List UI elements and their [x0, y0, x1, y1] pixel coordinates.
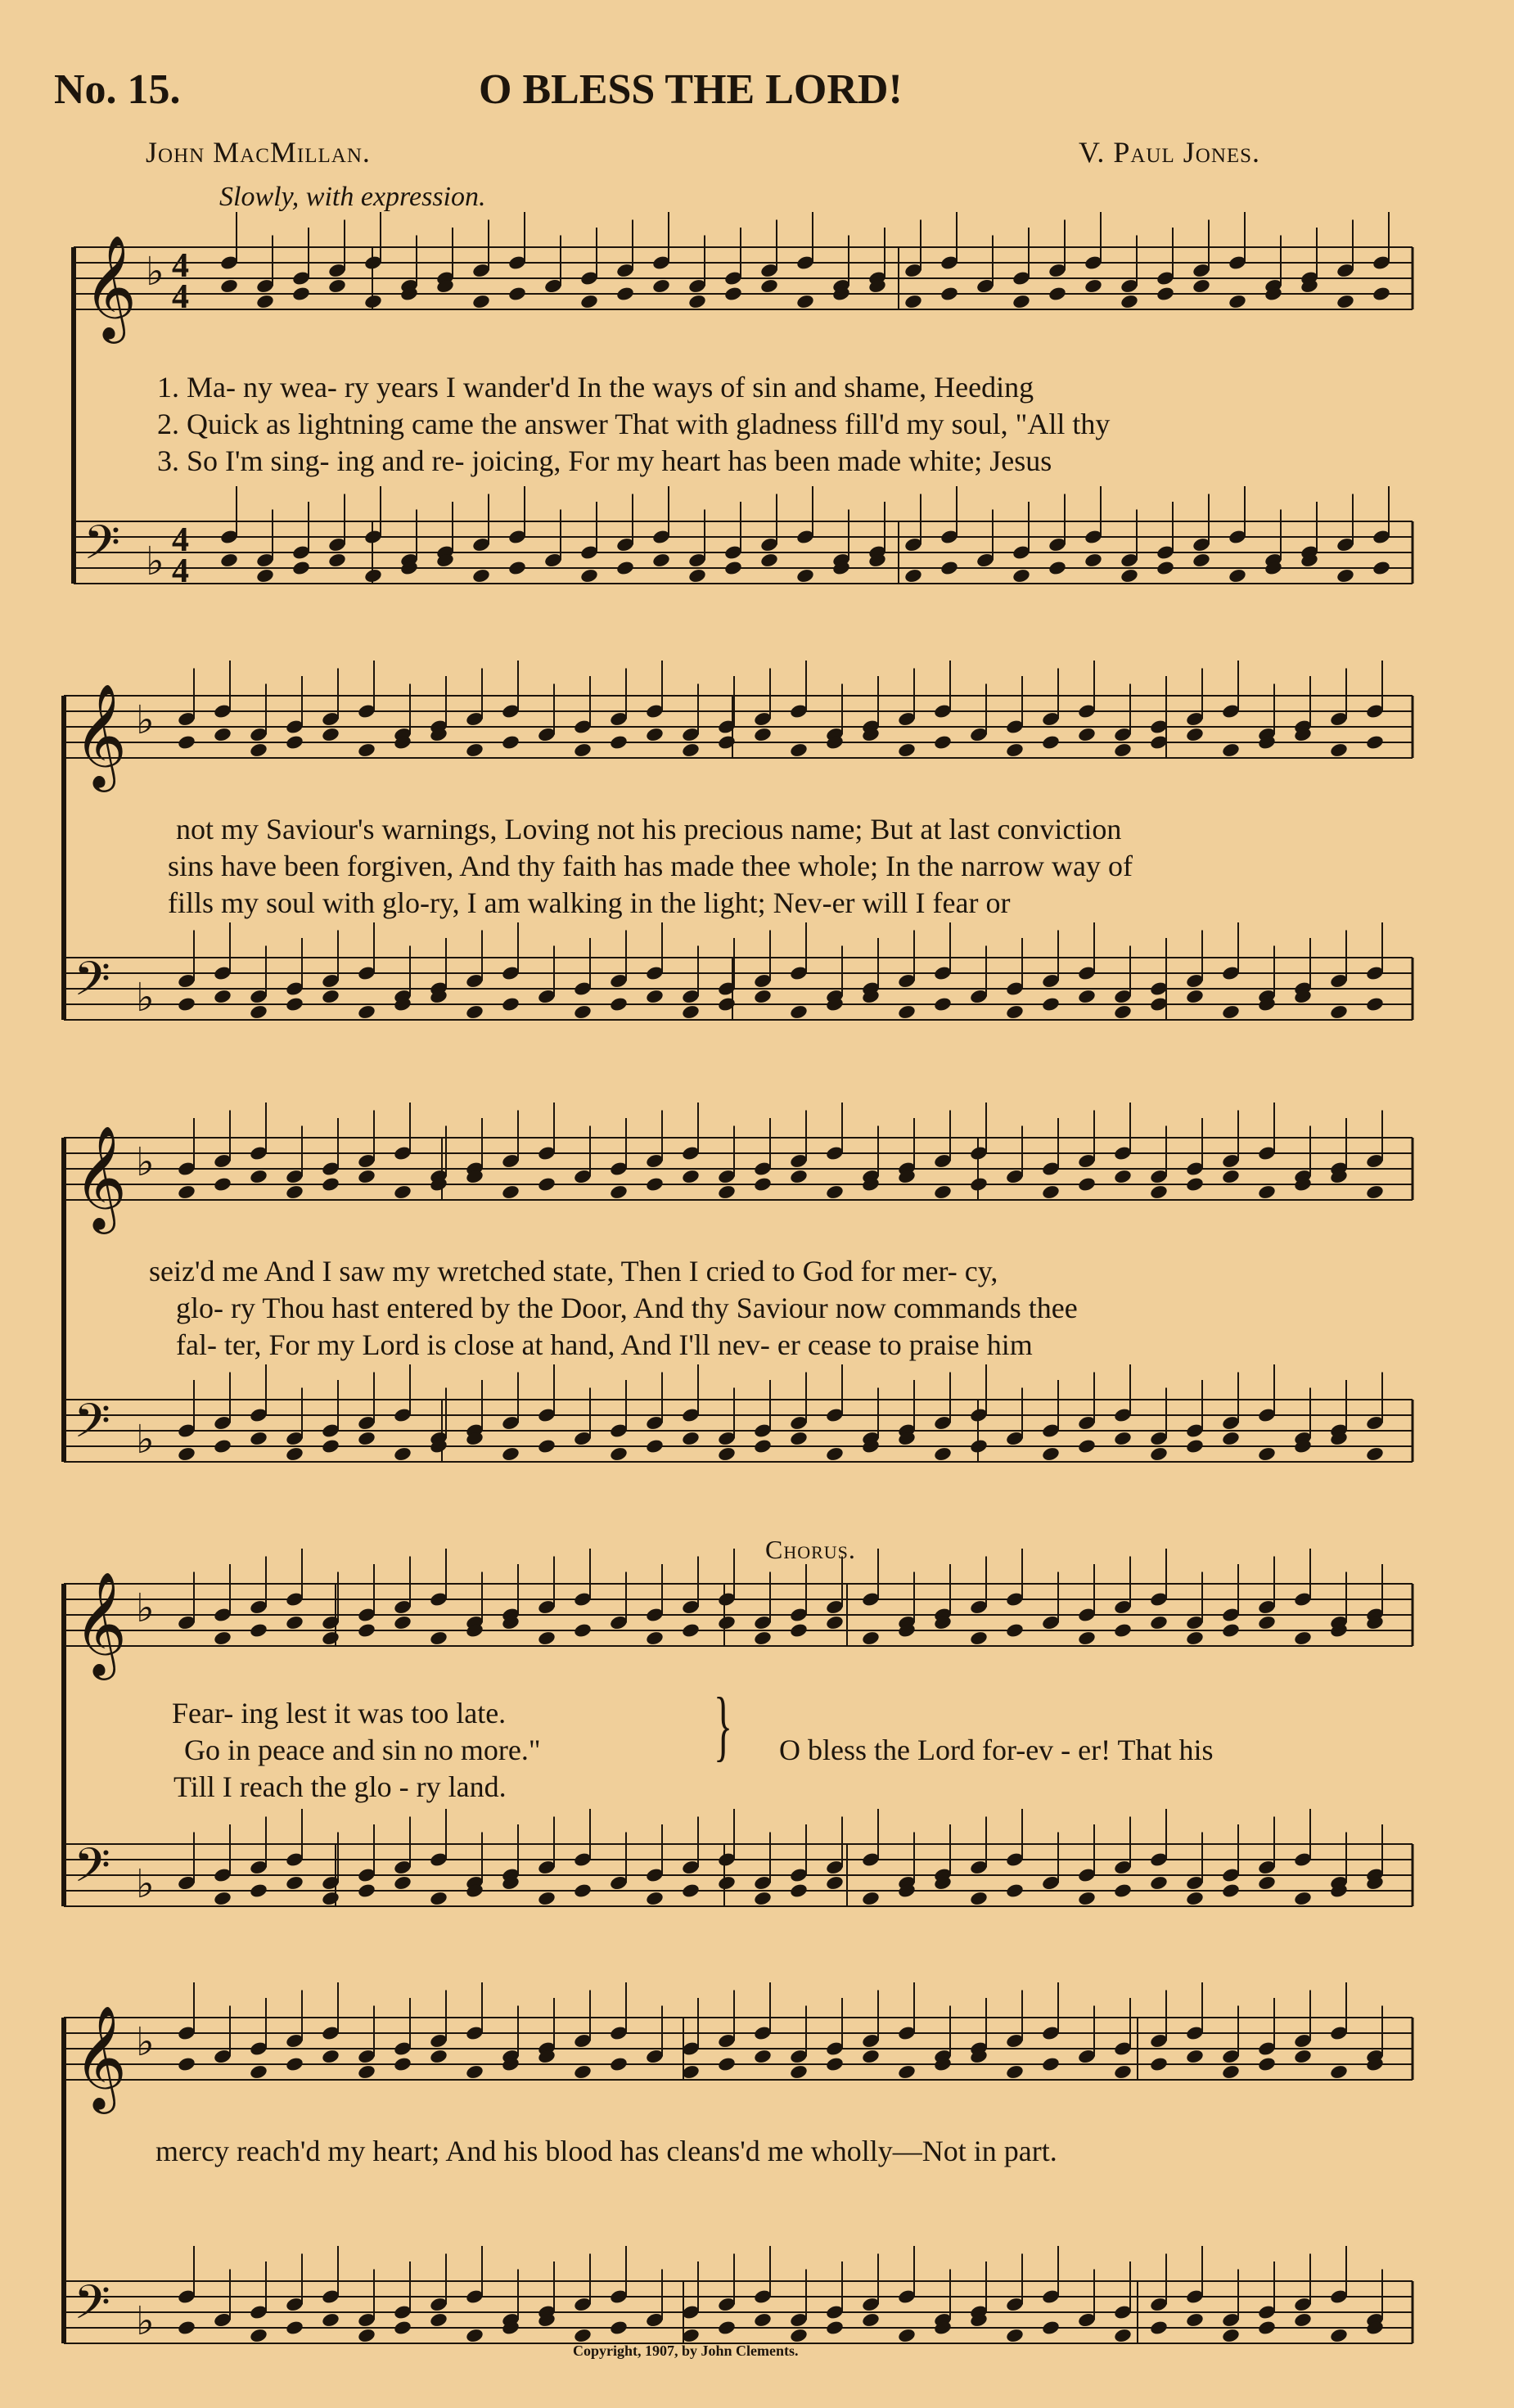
- notehead: [933, 734, 953, 751]
- notehead: [249, 1883, 268, 1899]
- notehead: [861, 1630, 881, 1647]
- notehead: [939, 286, 959, 302]
- time-signature-bottom: 4: [172, 552, 189, 590]
- notehead: [501, 1446, 520, 1463]
- notehead: [1041, 1184, 1061, 1201]
- notehead: [1120, 294, 1139, 310]
- notehead: [393, 1184, 412, 1201]
- notehead: [213, 727, 232, 743]
- notehead: [897, 2064, 917, 2081]
- notehead: [753, 2049, 773, 2065]
- notehead: [393, 1875, 412, 1892]
- notehead: [789, 1622, 809, 1639]
- treble-clef-icon: 𝄞: [74, 1125, 128, 1229]
- notehead: [1084, 278, 1103, 295]
- notehead: [357, 2064, 376, 2081]
- notehead: [249, 1431, 268, 1447]
- notehead: [357, 742, 376, 759]
- notehead: [537, 1438, 556, 1454]
- notehead: [471, 294, 491, 310]
- notehead: [429, 1891, 448, 1907]
- notehead: [681, 1169, 701, 1185]
- notehead: [723, 286, 743, 302]
- notehead: [897, 1004, 917, 1021]
- notehead: [1221, 1622, 1241, 1639]
- notehead: [357, 1169, 376, 1185]
- notehead: [645, 1176, 665, 1193]
- notehead: [1228, 294, 1247, 310]
- notehead: [759, 278, 779, 295]
- notehead: [429, 1630, 448, 1647]
- notehead: [1077, 1176, 1097, 1193]
- notehead: [1365, 996, 1385, 1012]
- notehead: [1372, 286, 1391, 302]
- notehead: [1149, 1875, 1169, 1892]
- notehead: [1041, 996, 1061, 1012]
- notehead: [897, 742, 917, 759]
- notehead: [177, 1184, 196, 1201]
- copyright-notice: Copyright, 1907, by John Clements.: [573, 2343, 799, 2359]
- notehead: [213, 1630, 232, 1647]
- notehead: [465, 2064, 484, 2081]
- notehead: [285, 1446, 304, 1463]
- notehead: [393, 1446, 412, 1463]
- notehead: [753, 1176, 773, 1193]
- lyric-line: Go in peace and sin no more.": [184, 1734, 541, 1766]
- notehead: [465, 1004, 484, 1021]
- notehead: [1041, 1446, 1061, 1463]
- lyric-line: 3. So I'm sing- ing and re- joicing, For my heart has been made white; Jesus: [157, 444, 1052, 477]
- bass-clef-icon: 𝄢: [74, 2275, 111, 2342]
- notehead: [1113, 2064, 1133, 2081]
- notehead: [1041, 734, 1061, 751]
- notehead: [969, 1438, 989, 1454]
- lyric-line: fills my soul with glo-ry, I am walking in the light; Nev-er will I fear or: [168, 886, 1011, 919]
- flat-icon: ♭: [136, 1585, 155, 1631]
- bass-clef-icon: 𝄢: [83, 515, 121, 582]
- chorus-lyric-line: O bless the Lord for-ev - er! That his: [779, 1734, 1214, 1766]
- notehead: [1329, 2064, 1349, 2081]
- notehead: [213, 1438, 232, 1454]
- tempo-marking: Slowly, with expression.: [219, 182, 486, 212]
- notehead: [573, 1622, 593, 1639]
- notehead: [1257, 2056, 1277, 2072]
- lyric-line: seiz'd me And I saw my wretched state, Then I cried to God for mer- cy,: [149, 1255, 998, 1287]
- treble-clef-icon: 𝄞: [74, 683, 128, 787]
- notehead: [609, 734, 629, 751]
- notehead: [681, 742, 701, 759]
- notehead: [753, 1438, 773, 1454]
- bass-clef-icon: 𝄢: [74, 951, 111, 1018]
- notehead: [1077, 1438, 1097, 1454]
- notehead: [615, 560, 635, 576]
- notehead: [1329, 2328, 1349, 2344]
- notehead: [507, 286, 527, 302]
- notehead: [1336, 568, 1355, 584]
- notehead: [789, 742, 809, 759]
- notehead: [681, 1431, 701, 1447]
- notehead: [1156, 560, 1175, 576]
- notehead: [177, 2320, 196, 2336]
- notehead: [789, 2328, 809, 2344]
- treble-clef-icon: 𝄞: [74, 2004, 128, 2109]
- notehead: [1156, 286, 1175, 302]
- notehead: [177, 1446, 196, 1463]
- notehead: [1077, 1891, 1097, 1907]
- notehead: [285, 2056, 304, 2072]
- flat-icon: ♭: [136, 1139, 155, 1185]
- notehead: [933, 996, 953, 1012]
- notehead: [573, 2064, 593, 2081]
- lyric-line: Till I reach the glo - ry land.: [173, 1770, 507, 1803]
- notehead: [357, 1622, 376, 1639]
- notehead: [357, 1883, 376, 1899]
- notehead: [717, 1184, 737, 1201]
- notehead: [609, 2056, 629, 2072]
- notehead: [1293, 1891, 1313, 1907]
- flat-icon: ♭: [146, 539, 164, 584]
- notehead: [969, 1630, 989, 1647]
- notehead: [753, 989, 773, 1005]
- notehead: [291, 286, 311, 302]
- notehead: [825, 2320, 845, 2336]
- notehead: [1012, 568, 1031, 584]
- notehead: [681, 1004, 701, 1021]
- notehead: [327, 552, 347, 569]
- notehead: [1149, 1446, 1169, 1463]
- notehead: [357, 1431, 376, 1447]
- notehead: [1185, 1438, 1205, 1454]
- notehead: [795, 294, 815, 310]
- treble-clef-icon: 𝄞: [83, 234, 137, 339]
- lyric-line: 2. Quick as lightning came the answer That with gladness fill'd my soul, "All thy: [157, 408, 1111, 440]
- notehead: [1113, 2328, 1133, 2344]
- notehead: [1185, 2049, 1205, 2065]
- notehead: [1149, 2320, 1169, 2336]
- notehead: [825, 1446, 845, 1463]
- notehead: [1221, 742, 1241, 759]
- notehead: [255, 568, 275, 584]
- notehead: [501, 996, 520, 1012]
- hymn-title: O BLESS THE LORD!: [479, 66, 903, 113]
- notehead: [321, 1630, 340, 1647]
- notehead: [933, 1184, 953, 1201]
- notehead: [1365, 734, 1385, 751]
- notehead: [1293, 2312, 1313, 2329]
- notehead: [717, 734, 737, 751]
- notehead: [1192, 278, 1211, 295]
- notehead: [285, 1875, 304, 1892]
- notehead: [1012, 294, 1031, 310]
- notehead: [1221, 1169, 1241, 1185]
- notehead: [717, 1615, 737, 1631]
- notehead: [645, 1891, 665, 1907]
- notehead: [573, 1883, 593, 1899]
- notehead: [645, 989, 665, 1005]
- notehead: [825, 1184, 845, 1201]
- notehead: [249, 1622, 268, 1639]
- time-signature-top: 4: [172, 247, 189, 285]
- notehead: [645, 1630, 665, 1647]
- notehead: [213, 1891, 232, 1907]
- notehead: [213, 989, 232, 1005]
- notehead: [219, 552, 239, 569]
- notehead: [1365, 1446, 1385, 1463]
- notehead: [1005, 1622, 1025, 1639]
- notehead: [507, 560, 527, 576]
- notehead: [609, 2320, 629, 2336]
- notehead: [1005, 742, 1025, 759]
- lyric-line: glo- ry Thou hast entered by the Door, And thy Saviour now commands thee: [176, 1292, 1078, 1324]
- notehead: [537, 1891, 556, 1907]
- notehead: [717, 2056, 737, 2072]
- notehead: [429, 2049, 448, 2065]
- notehead: [1077, 989, 1097, 1005]
- flat-icon: ♭: [146, 249, 164, 295]
- notehead: [651, 552, 671, 569]
- notehead: [1113, 1622, 1133, 1639]
- flat-icon: ♭: [136, 975, 155, 1021]
- lyric-line: 1. Ma- ny wea- ry years I wander'd In the ways of sin and shame, Heeding: [157, 371, 1034, 404]
- notehead: [1149, 2056, 1169, 2072]
- notehead: [321, 1891, 340, 1907]
- notehead: [1257, 1446, 1277, 1463]
- notehead: [285, 1184, 304, 1201]
- notehead: [1005, 2328, 1025, 2344]
- notehead: [1221, 1883, 1241, 1899]
- notehead: [1185, 1176, 1205, 1193]
- notehead: [573, 742, 593, 759]
- notehead: [1185, 2312, 1205, 2329]
- notehead: [501, 734, 520, 751]
- notehead: [717, 2320, 737, 2336]
- flat-icon: ♭: [136, 1417, 155, 1463]
- notehead: [1336, 294, 1355, 310]
- notehead: [789, 1883, 809, 1899]
- notehead: [1257, 1184, 1277, 1201]
- notehead: [723, 560, 743, 576]
- notehead: [177, 2056, 196, 2072]
- notehead: [609, 1446, 629, 1463]
- notehead: [177, 734, 196, 751]
- notehead: [1120, 568, 1139, 584]
- notehead: [789, 2064, 809, 2081]
- notehead: [1293, 2049, 1313, 2065]
- notehead: [1257, 1615, 1277, 1631]
- time-signature-bottom: 4: [172, 278, 189, 316]
- notehead: [471, 568, 491, 584]
- notehead: [645, 1438, 665, 1454]
- bass-clef-icon: 𝄢: [74, 1393, 111, 1460]
- notehead: [1257, 2320, 1277, 2336]
- notehead: [903, 568, 923, 584]
- notehead: [753, 1630, 773, 1647]
- notehead: [759, 552, 779, 569]
- notehead: [537, 1176, 556, 1193]
- lyricist-credit: John MacMillan.: [146, 136, 371, 169]
- notehead: [753, 2312, 773, 2329]
- notehead: [501, 1184, 520, 1201]
- notehead: [249, 1004, 268, 1021]
- notehead: [1221, 1431, 1241, 1447]
- lyric-line: sins have been forgiven, And thy faith has made thee whole; In the narrow way of: [168, 850, 1133, 882]
- notehead: [363, 568, 383, 584]
- notehead: [903, 294, 923, 310]
- notehead: [363, 294, 383, 310]
- notehead: [1185, 989, 1205, 1005]
- notehead: [687, 294, 707, 310]
- notehead: [1149, 1184, 1169, 1201]
- notehead: [1113, 1883, 1133, 1899]
- notehead: [321, 2312, 340, 2329]
- hymn-number: No. 15.: [54, 66, 181, 113]
- notehead: [1221, 2064, 1241, 2081]
- notehead: [717, 996, 737, 1012]
- notehead: [465, 742, 484, 759]
- notehead: [393, 2320, 412, 2336]
- notehead: [465, 2328, 484, 2344]
- notehead: [1041, 2056, 1061, 2072]
- notehead: [1228, 568, 1247, 584]
- flat-icon: ♭: [136, 2298, 155, 2344]
- notehead: [1077, 1630, 1097, 1647]
- notehead: [687, 568, 707, 584]
- notehead: [249, 1169, 268, 1185]
- notehead: [825, 1615, 845, 1631]
- notehead: [753, 1891, 773, 1907]
- notehead: [1005, 1883, 1025, 1899]
- lyric-line: fal- ter, For my Lord is close at hand, And I'll nev- er cease to praise him: [176, 1328, 1033, 1361]
- notehead: [321, 727, 340, 743]
- notehead: [795, 568, 815, 584]
- flat-icon: ♭: [136, 697, 155, 743]
- notehead: [573, 2328, 593, 2344]
- notehead: [615, 286, 635, 302]
- notehead: [321, 2049, 340, 2065]
- notehead: [579, 294, 599, 310]
- notehead: [1005, 1004, 1025, 1021]
- notehead: [327, 278, 347, 295]
- lyric-line: mercy reach'd my heart; And his blood has cleans'd me wholly—Not in part.: [155, 2135, 1057, 2167]
- notehead: [1005, 2064, 1025, 2081]
- notehead: [579, 568, 599, 584]
- notehead: [651, 278, 671, 295]
- notehead: [1084, 552, 1103, 569]
- notehead: [969, 1176, 989, 1193]
- notehead: [537, 1630, 556, 1647]
- notehead: [1048, 560, 1067, 576]
- notehead: [717, 1446, 737, 1463]
- notehead: [249, 2064, 268, 2081]
- notehead: [285, 1615, 304, 1631]
- chorus-label: Chorus.: [765, 1535, 856, 1564]
- verse-brace: }: [714, 1681, 733, 1769]
- notehead: [609, 996, 629, 1012]
- notehead: [321, 989, 340, 1005]
- notehead: [789, 1004, 809, 1021]
- notehead: [939, 560, 959, 576]
- notehead: [573, 1004, 593, 1021]
- notehead: [753, 727, 773, 743]
- notehead: [1048, 286, 1067, 302]
- notehead: [1185, 727, 1205, 743]
- notehead: [1113, 1431, 1133, 1447]
- notehead: [1113, 1169, 1133, 1185]
- notehead: [249, 2328, 268, 2344]
- notehead: [1221, 1004, 1241, 1021]
- notehead: [357, 1004, 376, 1021]
- notehead: [1113, 1004, 1133, 1021]
- notehead: [291, 560, 311, 576]
- notehead: [321, 1438, 340, 1454]
- notehead: [249, 742, 268, 759]
- notehead: [1365, 1184, 1385, 1201]
- notehead: [969, 1891, 989, 1907]
- bass-clef-icon: 𝄢: [74, 1838, 111, 1905]
- notehead: [789, 1431, 809, 1447]
- notehead: [1149, 1615, 1169, 1631]
- notehead: [681, 1622, 701, 1639]
- composer-credit: V. Paul Jones.: [1079, 136, 1261, 169]
- notehead: [1192, 552, 1211, 569]
- notehead: [429, 2312, 448, 2329]
- flat-icon: ♭: [136, 1861, 155, 1907]
- notehead: [609, 1184, 629, 1201]
- notehead: [285, 2320, 304, 2336]
- notehead: [255, 294, 275, 310]
- notehead: [213, 1176, 232, 1193]
- lyric-line: not my Saviour's warnings, Loving not his precious name; But at last conviction: [176, 813, 1122, 846]
- notehead: [933, 1446, 953, 1463]
- notehead: [393, 2056, 412, 2072]
- notehead: [1329, 1004, 1349, 1021]
- notehead: [717, 1875, 737, 1892]
- treble-clef-icon: 𝄞: [74, 1571, 128, 1675]
- notehead: [285, 734, 304, 751]
- notehead: [285, 996, 304, 1012]
- notehead: [789, 1169, 809, 1185]
- notehead: [177, 996, 196, 1012]
- notehead: [321, 1176, 340, 1193]
- notehead: [861, 1891, 881, 1907]
- notehead: [897, 2328, 917, 2344]
- notehead: [1257, 1875, 1277, 1892]
- notehead: [645, 727, 665, 743]
- notehead: [357, 2328, 376, 2344]
- notehead: [825, 1875, 845, 1892]
- notehead: [1041, 2320, 1061, 2336]
- flat-icon: ♭: [136, 2019, 155, 2065]
- notehead: [1077, 727, 1097, 743]
- notehead: [1221, 2328, 1241, 2344]
- notehead: [1293, 1630, 1313, 1647]
- notehead: [861, 2049, 881, 2065]
- notehead: [1372, 560, 1391, 576]
- notehead: [861, 2312, 881, 2329]
- notehead: [825, 2056, 845, 2072]
- notehead: [1185, 1891, 1205, 1907]
- notehead: [1329, 742, 1349, 759]
- notehead: [681, 1883, 701, 1899]
- notehead: [393, 1615, 412, 1631]
- notehead: [1185, 1630, 1205, 1647]
- notehead: [219, 278, 239, 295]
- notehead: [1113, 742, 1133, 759]
- time-signature-top: 4: [172, 521, 189, 559]
- lyric-line: Fear- ing lest it was too late.: [172, 1697, 507, 1729]
